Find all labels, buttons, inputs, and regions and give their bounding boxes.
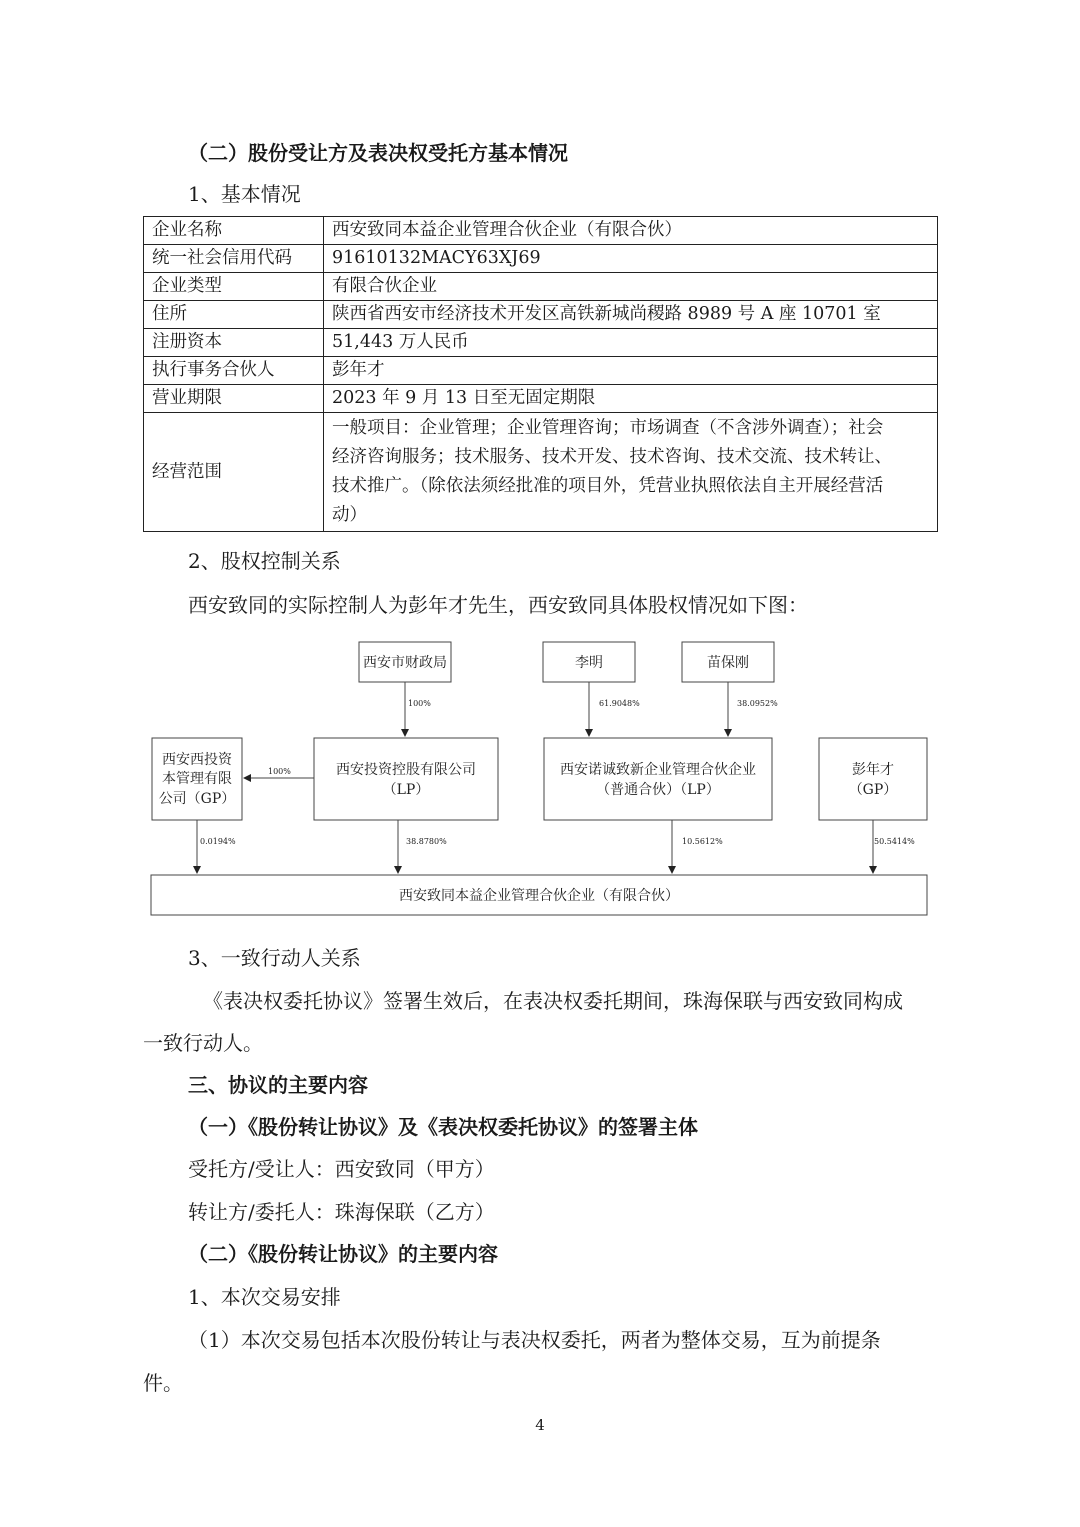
label-invest-l2: （LP） [382, 782, 430, 798]
paragraph-transaction-line-2: 件。 [143, 1371, 183, 1395]
info-key: 企业类型 [144, 273, 324, 301]
label-invest-l1: 西安投资控股有限公司 [336, 762, 476, 778]
info-key: 统一社会信用代码 [144, 245, 324, 273]
paragraph-concert-line-2: 一致行动人。 [143, 1031, 263, 1055]
info-row [144, 245, 938, 273]
business-scope-value [324, 413, 938, 532]
equity-structure-diagram [140, 632, 940, 922]
subheading-concert-parties: 3、一致行动人关系 [188, 946, 361, 970]
pct-miao-nuocheng: 38.0952% [737, 699, 778, 708]
node-peng-niancai [819, 738, 927, 820]
node-nuocheng-partnership [544, 738, 772, 820]
label-finance-bureau: 西安市财政局 [363, 655, 447, 671]
pct-peng-bottom: 50.5414% [874, 837, 915, 846]
section-heading-3: 三、协议的主要内容 [188, 1073, 368, 1097]
business-scope-line: 技术推广。（除依法须经批准的项目外，凭营业执照依法自主开展经营活 [332, 476, 884, 496]
paragraph-controller: 西安致同的实际控制人为彭年才先生，西安致同具体股权情况如下图： [188, 593, 808, 617]
node-xian-investment-holding [314, 738, 498, 820]
business-scope-line: 一般项目：企业管理；企业管理咨询；市场调查（不含涉外调查）；社会 [332, 418, 884, 438]
info-value: 91610132MACY63XJ69 [324, 245, 938, 273]
label-li-ming: 李明 [575, 655, 603, 671]
business-scope-line: 经济咨询服务；技术服务、技术开发、技术咨询、技术交流、技术转让、 [332, 447, 892, 467]
pct-liming-nuocheng: 61.9048% [599, 699, 640, 708]
page-number: 4 [535, 1416, 545, 1434]
label-nuocheng-l2: （普通合伙）（LP） [596, 782, 720, 798]
label-xitou-l3: 公司（GP） [158, 791, 236, 807]
section-heading-3-1: （一）《股份转让协议》及《表决权委托协议》的签署主体 [188, 1115, 698, 1139]
section-heading-2-2: （二）股份受让方及表决权受托方基本情况 [188, 141, 568, 165]
party-b-line: 转让方/委托人：珠海保联（乙方） [188, 1200, 495, 1224]
info-key: 注册资本 [144, 329, 324, 357]
label-peng-l2: （GP） [848, 782, 898, 798]
info-value: 51,443 万人民币 [324, 329, 938, 357]
info-key: 经营范围 [144, 413, 324, 532]
info-value: 彭年才 [324, 357, 938, 385]
info-value: 西安致同本益企业管理合伙企业（有限合伙） [324, 217, 938, 245]
info-value: 2023 年 9 月 13 日至无固定期限 [324, 385, 938, 413]
label-miao-baogang: 苗保刚 [707, 655, 749, 671]
subheading-equity-control: 2、股权控制关系 [188, 549, 341, 573]
label-nuocheng-l1: 西安诺诚致新企业管理合伙企业 [560, 762, 756, 778]
section-heading-3-2: （二）《股份转让协议》的主要内容 [188, 1242, 498, 1266]
info-row [144, 217, 938, 245]
pct-xitou-bottom: 0.0194% [200, 837, 236, 846]
info-row-scope [144, 413, 938, 532]
label-xitou-l1: 西安西投资 [162, 752, 232, 768]
info-row [144, 385, 938, 413]
label-xitou-l2: 本管理有限 [162, 771, 232, 787]
paragraph-concert-line-1: 《表决权委托协议》签署生效后，在表决权委托期间，珠海保联与西安致同构成 [203, 989, 903, 1013]
paragraph-transaction-line-1: （1）本次交易包括本次股份转让与表决权委托，两者为整体交易，互为前提条 [188, 1328, 881, 1352]
info-key: 执行事务合伙人 [144, 357, 324, 385]
info-key: 企业名称 [144, 217, 324, 245]
basic-info-table [143, 216, 938, 532]
business-scope-line: 动） [332, 505, 367, 525]
subheading-basic-info: 1、基本情况 [188, 182, 301, 206]
info-row [144, 329, 938, 357]
info-row [144, 273, 938, 301]
info-row [144, 301, 938, 329]
subheading-transaction: 1、本次交易安排 [188, 1285, 341, 1309]
info-value: 有限合伙企业 [324, 273, 938, 301]
info-key: 住所 [144, 301, 324, 329]
pct-invest-xitou: 100% [268, 767, 291, 776]
pct-invest-bottom: 38.8780% [406, 837, 447, 846]
label-zhitong-benyi: 西安致同本益企业管理合伙企业（有限合伙） [399, 888, 679, 904]
info-value: 陕西省西安市经济技术开发区高铁新城尚稷路 8989 号 A 座 10701 室 [324, 301, 938, 329]
pct-finance-invest: 100% [408, 699, 431, 708]
label-peng-l1: 彭年才 [852, 762, 894, 778]
info-key: 营业期限 [144, 385, 324, 413]
pct-nuocheng-bottom: 10.5612% [682, 837, 723, 846]
party-a-line: 受托方/受让人：西安致同（甲方） [188, 1157, 495, 1181]
info-row [144, 357, 938, 385]
